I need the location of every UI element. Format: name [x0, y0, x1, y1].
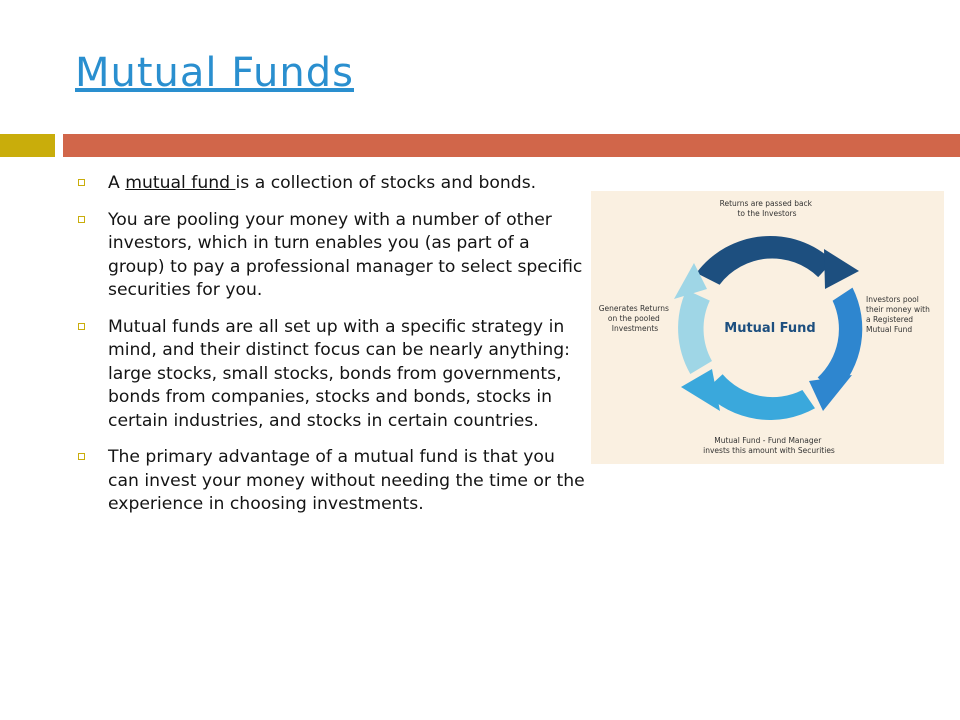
slide-title[interactable]: Mutual Funds	[75, 50, 354, 96]
diagram-right-label: Investors pool their money with a Registered Mutual Fund	[866, 295, 930, 334]
cycle-arc-bottom	[704, 374, 815, 420]
cycle-arc-left	[678, 290, 712, 374]
square-bullet-icon	[78, 179, 85, 186]
diagram-top-label: Returns are passed back to the Investors	[719, 199, 813, 218]
bullet-text-prefix: A	[108, 173, 126, 193]
arrow-head-top	[824, 249, 859, 289]
diagram-left-label: Generates Returns on the pooled Investments	[598, 304, 669, 333]
bullet-text: Mutual funds are all set up with a specific strategy in mind, and their distinct focus can be nearly anything: large stocks, small stocks, bonds from governments, bonds from companies, stocks and bonds, stocks in certain industries, and stocks in certain countries.	[108, 316, 570, 431]
bullet-list	[75, 172, 590, 530]
bullet-item	[75, 446, 590, 517]
square-bullet-icon	[78, 453, 85, 460]
mutual-fund-link[interactable]: mutual fund	[125, 173, 236, 193]
bullet-item	[75, 209, 590, 303]
cycle-diagram-svg	[591, 191, 944, 464]
arrow-head-bottom	[681, 369, 720, 411]
arrow-head-right	[809, 375, 852, 411]
square-bullet-icon	[78, 323, 85, 330]
bullet-text: You are pooling your money with a number of other investors, which in turn enables you (as part of a group) to pay a professional manager to select specific securities for you.	[108, 209, 583, 300]
accent-bar-orange	[63, 134, 960, 157]
diagram-bottom-label: Mutual Fund - Fund Manager invests this amount with Securities	[703, 436, 835, 455]
diagram-center-label: Mutual Fund	[724, 321, 816, 336]
square-bullet-icon	[78, 216, 85, 223]
mutual-fund-cycle-diagram	[591, 191, 944, 464]
cycle-arc-top	[696, 236, 833, 285]
bullet-item	[75, 172, 590, 196]
bullet-text: The primary advantage of a mutual fund is that you can invest your money without needing the time or the experience in choosing investments.	[108, 447, 585, 514]
accent-bar-gold	[0, 134, 55, 157]
bullet-text-suffix: is a collection of stocks and bonds.	[235, 173, 537, 193]
bullet-item	[75, 316, 590, 434]
